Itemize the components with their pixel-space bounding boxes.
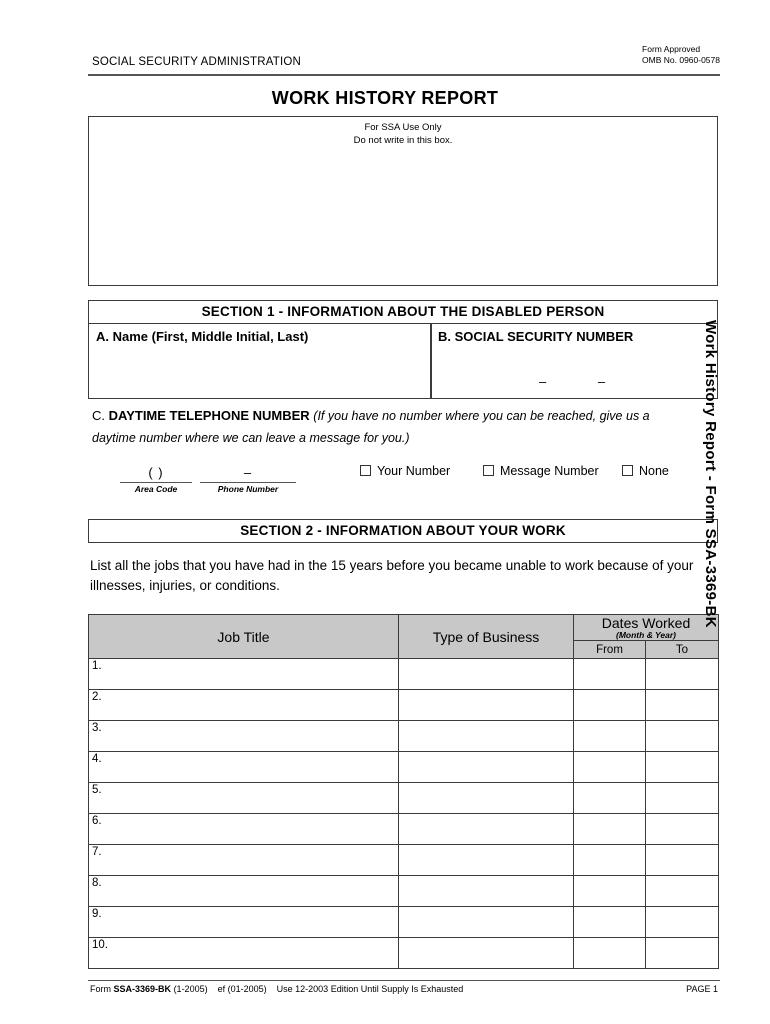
row-number: 5. (92, 784, 102, 796)
cell-date-from[interactable] (574, 783, 646, 814)
omb-block (642, 44, 720, 65)
footer-ef-note: ef (01-2005) (217, 984, 267, 994)
cell-job-title[interactable] (89, 938, 399, 969)
table-row (89, 876, 719, 907)
cell-type-of-business[interactable] (399, 659, 574, 690)
cell-date-from[interactable] (574, 876, 646, 907)
cell-type-of-business[interactable] (399, 752, 574, 783)
page-title: WORK HISTORY REPORT (271, 88, 499, 108)
cell-date-from[interactable] (574, 659, 646, 690)
phone-number-input[interactable]: – (200, 463, 296, 483)
cell-job-title[interactable] (89, 907, 399, 938)
footer-form-rev: (1-2005) (173, 984, 208, 994)
cell-job-title[interactable] (89, 721, 399, 752)
row-number: 1. (92, 660, 102, 672)
table-row (89, 783, 719, 814)
row-number: 4. (92, 753, 102, 765)
checkbox-square-icon[interactable] (483, 465, 494, 476)
footer-form-info (90, 984, 463, 994)
cell-date-to[interactable] (646, 938, 719, 969)
checkbox-your-number[interactable] (360, 464, 450, 478)
form-approved-text: Form Approved (642, 44, 701, 54)
jobs-table-body (89, 659, 719, 969)
cell-date-to[interactable] (646, 721, 719, 752)
ssa-use-only-notice (89, 122, 717, 148)
page-footer (88, 980, 720, 997)
omb-number-text: OMB No. 0960-0578 (642, 54, 720, 65)
identification-block (88, 324, 718, 399)
phone-number-field[interactable] (200, 463, 296, 494)
footer-form-id: SSA-3369-BK (113, 984, 172, 994)
table-row (89, 845, 719, 876)
document-header (88, 44, 720, 72)
section-2-banner: SECTION 2 - INFORMATION ABOUT YOUR WORK (88, 519, 718, 543)
cell-date-from[interactable] (574, 721, 646, 752)
dates-worked-subtitle: (Month & Year) (616, 630, 676, 640)
row-number: 10. (92, 939, 108, 951)
row-number: 8. (92, 877, 102, 889)
footer-page-number: PAGE 1 (686, 984, 718, 994)
cell-date-to[interactable] (646, 783, 719, 814)
checkbox-none-label: None (639, 464, 669, 478)
cell-date-from[interactable] (574, 752, 646, 783)
cell-type-of-business[interactable] (399, 783, 574, 814)
cell-job-title[interactable] (89, 814, 399, 845)
phone-label-line1 (92, 408, 650, 423)
cell-job-title[interactable] (89, 659, 399, 690)
column-header-from: From (574, 641, 646, 659)
footer-form-prefix: Form (90, 984, 111, 994)
cell-job-title[interactable] (89, 690, 399, 721)
row-number: 6. (92, 815, 102, 827)
phone-note-line2: daytime number where we can leave a message for you.) (92, 431, 410, 445)
phone-note-line1: (If you have no number where you can be reached, give us a (313, 409, 650, 423)
jobs-table (88, 614, 719, 969)
checkbox-your-number-label: Your Number (377, 464, 451, 478)
cell-type-of-business[interactable] (399, 721, 574, 752)
table-row (89, 907, 719, 938)
cell-type-of-business[interactable] (399, 876, 574, 907)
cell-job-title[interactable] (89, 752, 399, 783)
agency-name: SOCIAL SECURITY ADMINISTRATION (92, 56, 301, 68)
cell-date-to[interactable] (646, 752, 719, 783)
cell-date-from[interactable] (574, 845, 646, 876)
table-row (89, 659, 719, 690)
jobs-table-header-row-primary (89, 615, 719, 641)
ssn-separator-marks: – – (539, 374, 630, 389)
cell-date-from[interactable] (574, 814, 646, 845)
table-row (89, 814, 719, 845)
cell-type-of-business[interactable] (399, 814, 574, 845)
table-row (89, 752, 719, 783)
ssa-use-only-line2: Do not write in this box. (353, 134, 453, 146)
cell-job-title[interactable] (89, 876, 399, 907)
row-number: 7. (92, 846, 102, 858)
cell-job-title[interactable] (89, 783, 399, 814)
area-code-caption: Area Code (134, 484, 178, 494)
row-number: 2. (92, 691, 102, 703)
column-header-type-of-business: Type of Business (399, 615, 574, 659)
cell-date-to[interactable] (646, 907, 719, 938)
cell-type-of-business[interactable] (399, 938, 574, 969)
cell-date-to[interactable] (646, 690, 719, 721)
cell-date-to[interactable] (646, 876, 719, 907)
cell-date-from[interactable] (574, 690, 646, 721)
cell-date-to[interactable] (646, 845, 719, 876)
checkbox-message-number[interactable] (483, 464, 599, 478)
area-code-input[interactable]: ( ) (120, 463, 192, 483)
cell-date-from[interactable] (574, 907, 646, 938)
column-header-dates-worked (574, 615, 719, 641)
table-row (89, 938, 719, 969)
section-1-banner: SECTION 1 - INFORMATION ABOUT THE DISABLED PERSON (88, 300, 718, 324)
checkbox-square-icon[interactable] (360, 465, 371, 476)
column-header-job-title: Job Title (89, 615, 399, 659)
row-number: 9. (92, 908, 102, 920)
cell-date-to[interactable] (646, 814, 719, 845)
phone-label-prefix: C. (92, 408, 105, 423)
cell-type-of-business[interactable] (399, 845, 574, 876)
row-number: 3. (92, 722, 102, 734)
checkbox-message-number-label: Message Number (500, 464, 599, 478)
footer-use-note: Use 12-2003 Edition Until Supply Is Exhausted (276, 984, 464, 994)
table-row (89, 721, 719, 752)
table-row (89, 690, 719, 721)
vertical-side-title: Work History Report - Form SSA-3369-BK (702, 320, 719, 628)
cell-date-from[interactable] (574, 938, 646, 969)
column-header-to: To (646, 641, 719, 659)
cell-job-title[interactable] (89, 845, 399, 876)
checkbox-none[interactable] (622, 464, 669, 478)
work-instructions-text: List all the jobs that you have had in the 15 years before you became unable to work because of your illnesses, injuries, or conditions. (90, 558, 694, 593)
dates-worked-title: Dates Worked (601, 615, 691, 631)
name-field-label: A. Name (First, Middle Initial, Last) (96, 329, 309, 344)
checkbox-square-icon[interactable] (622, 465, 633, 476)
jobs-table-head (89, 615, 719, 659)
cell-type-of-business[interactable] (399, 690, 574, 721)
name-ssn-divider (430, 324, 432, 399)
phone-label-bold: DAYTIME TELEPHONE NUMBER (108, 408, 310, 423)
header-divider-rule (88, 74, 720, 76)
ssn-field-label: B. SOCIAL SECURITY NUMBER (438, 329, 634, 344)
area-code-field[interactable] (120, 463, 192, 494)
phone-number-caption: Phone Number (217, 484, 279, 494)
ssa-use-only-line1: For SSA Use Only (364, 122, 442, 133)
ssa-use-only-box (88, 116, 718, 286)
cell-type-of-business[interactable] (399, 907, 574, 938)
